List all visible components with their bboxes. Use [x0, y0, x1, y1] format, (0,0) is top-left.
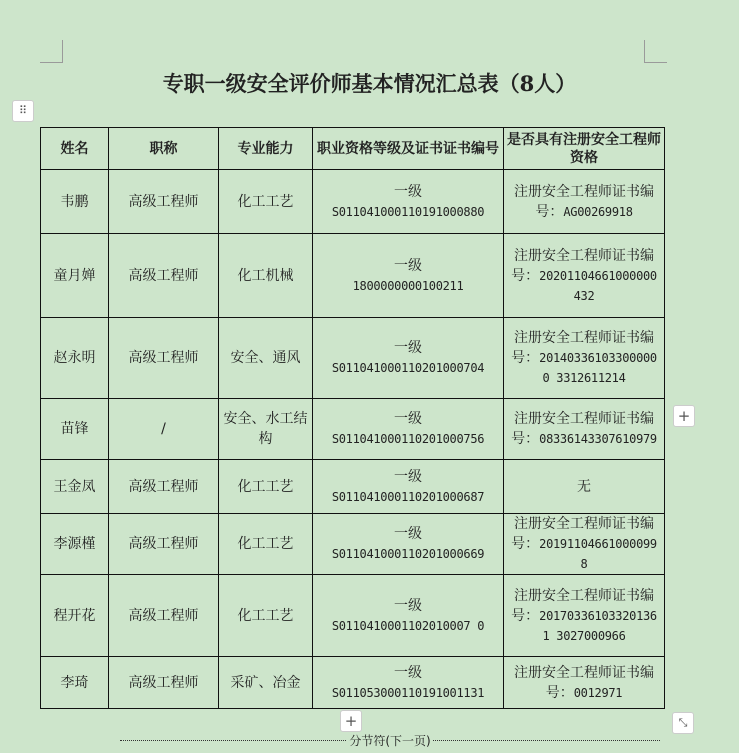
- reg-number: AG00269918: [563, 204, 633, 219]
- cell-name: 童月婵: [41, 234, 109, 318]
- cell-name: 李琦: [41, 657, 109, 709]
- cell-name: 苗锋: [41, 399, 109, 460]
- reg-number: 08336143307610979: [539, 432, 657, 446]
- cell-title: 高级工程师: [109, 514, 219, 575]
- cell-cert: [313, 234, 504, 318]
- cell-name: 赵永明: [41, 318, 109, 399]
- cell-title: 高级工程师: [109, 575, 219, 657]
- cell-title: 高级工程师: [109, 460, 219, 514]
- reg-label: 注册安全工程师证书编号：: [514, 183, 654, 220]
- margin-corner-tl: [40, 40, 63, 63]
- cell-title: 高级工程师: [109, 234, 219, 318]
- cert-number: 1800000000100211: [352, 278, 464, 293]
- table-row: [41, 234, 665, 318]
- cert-number: S011041000110201000756: [331, 432, 485, 446]
- cell-cert: [313, 514, 504, 575]
- table-resize-handle[interactable]: ⤡: [672, 712, 694, 734]
- cell-skill: 化工工艺: [219, 575, 313, 657]
- header-cert: 职业资格等级及证书证书编号: [313, 128, 504, 170]
- cell-reg: [504, 170, 665, 234]
- cert-number: S0110410001102010007 0: [331, 618, 485, 633]
- cert-number: S011053000110191001131: [331, 685, 485, 700]
- cert-level: 一级: [394, 411, 422, 427]
- add-row-button[interactable]: +: [340, 710, 362, 732]
- cell-skill: 化工工艺: [219, 460, 313, 514]
- reg-label: 注册安全工程师证书编号：: [511, 330, 654, 366]
- header-skill: 专业能力: [219, 128, 313, 170]
- cell-cert: [313, 170, 504, 234]
- cell-reg: [504, 318, 665, 399]
- cell-title: 高级工程师: [109, 318, 219, 399]
- cell-reg: [504, 399, 665, 460]
- reg-number: 20201104661000000432: [539, 268, 657, 303]
- section-break-label: 分节符(下一页): [349, 734, 431, 748]
- cell-cert: [313, 460, 504, 514]
- table-row: [41, 657, 665, 709]
- cert-level: 一级: [394, 468, 422, 485]
- reg-number: 0012971: [573, 685, 623, 700]
- cell-reg: [504, 575, 665, 657]
- reg-number: 201703361033201361 3027000966: [539, 608, 657, 643]
- page-title: 专职一级安全评价师基本情况汇总表（8人）: [162, 71, 577, 96]
- table-row: [41, 170, 665, 234]
- cert-number: S011041000110201000687: [331, 489, 485, 504]
- header-title: 职称: [109, 128, 219, 170]
- cert-number: S011041000110201000669: [331, 547, 485, 561]
- cell-skill: 安全、通风: [219, 318, 313, 399]
- cell-cert: [313, 399, 504, 460]
- summary-table: [40, 127, 665, 709]
- cell-skill: 安全、水工结构: [219, 399, 313, 460]
- cert-level: 一级: [394, 257, 422, 274]
- reg-number: 201403361033000000 3312611214: [539, 351, 657, 385]
- cell-name: 李源槿: [41, 514, 109, 575]
- cell-cert: [313, 318, 504, 399]
- cert-level: 一级: [394, 597, 422, 614]
- cell-skill: 化工机械: [219, 234, 313, 318]
- table-move-handle[interactable]: ⠿: [12, 100, 34, 122]
- cert-number: S011041000110201000704: [331, 361, 485, 375]
- table-header-row: [41, 128, 665, 170]
- cell-name: 王金凤: [41, 460, 109, 514]
- cell-cert: [313, 575, 504, 657]
- reg-number: 20191104661000099 8: [539, 537, 657, 571]
- cell-name: 韦鹏: [41, 170, 109, 234]
- cell-title: 高级工程师: [109, 657, 219, 709]
- cell-reg: [504, 657, 665, 709]
- reg-label: 注册安全工程师证书编号：: [511, 516, 654, 552]
- header-reg: 是否具有注册安全工程师资格: [504, 128, 665, 170]
- cell-skill: 采矿、冶金: [219, 657, 313, 709]
- cell-title: /: [109, 399, 219, 460]
- table-row: [41, 575, 665, 657]
- header-name: 姓名: [41, 128, 109, 170]
- table-row: [41, 460, 665, 514]
- add-column-button[interactable]: +: [673, 405, 695, 427]
- cell-skill: 化工工艺: [219, 514, 313, 575]
- cert-level: 一级: [394, 183, 422, 200]
- cert-level: 一级: [394, 526, 422, 542]
- cell-name: 程开花: [41, 575, 109, 657]
- section-break: [120, 734, 660, 753]
- reg-label: 注册安全工程师证书编号：: [514, 664, 654, 701]
- cell-title: 高级工程师: [109, 170, 219, 234]
- cell-reg: [504, 460, 665, 514]
- table-row: [41, 399, 665, 460]
- reg-label: 注册安全工程师证书编号：: [511, 247, 654, 284]
- table-row: [41, 318, 665, 399]
- reg-label: 无: [577, 478, 591, 495]
- cert-number: S011041000110191000880: [331, 204, 485, 219]
- table-row: [41, 514, 665, 575]
- margin-corner-tr: [644, 40, 667, 63]
- cell-cert: [313, 657, 504, 709]
- reg-label: 注册安全工程师证书编号：: [511, 411, 654, 447]
- reg-label: 注册安全工程师证书编号：: [511, 587, 654, 624]
- cert-level: 一级: [394, 664, 422, 681]
- cell-reg: [504, 234, 665, 318]
- cell-reg: [504, 514, 665, 575]
- cell-skill: 化工工艺: [219, 170, 313, 234]
- cert-level: 一级: [394, 340, 422, 356]
